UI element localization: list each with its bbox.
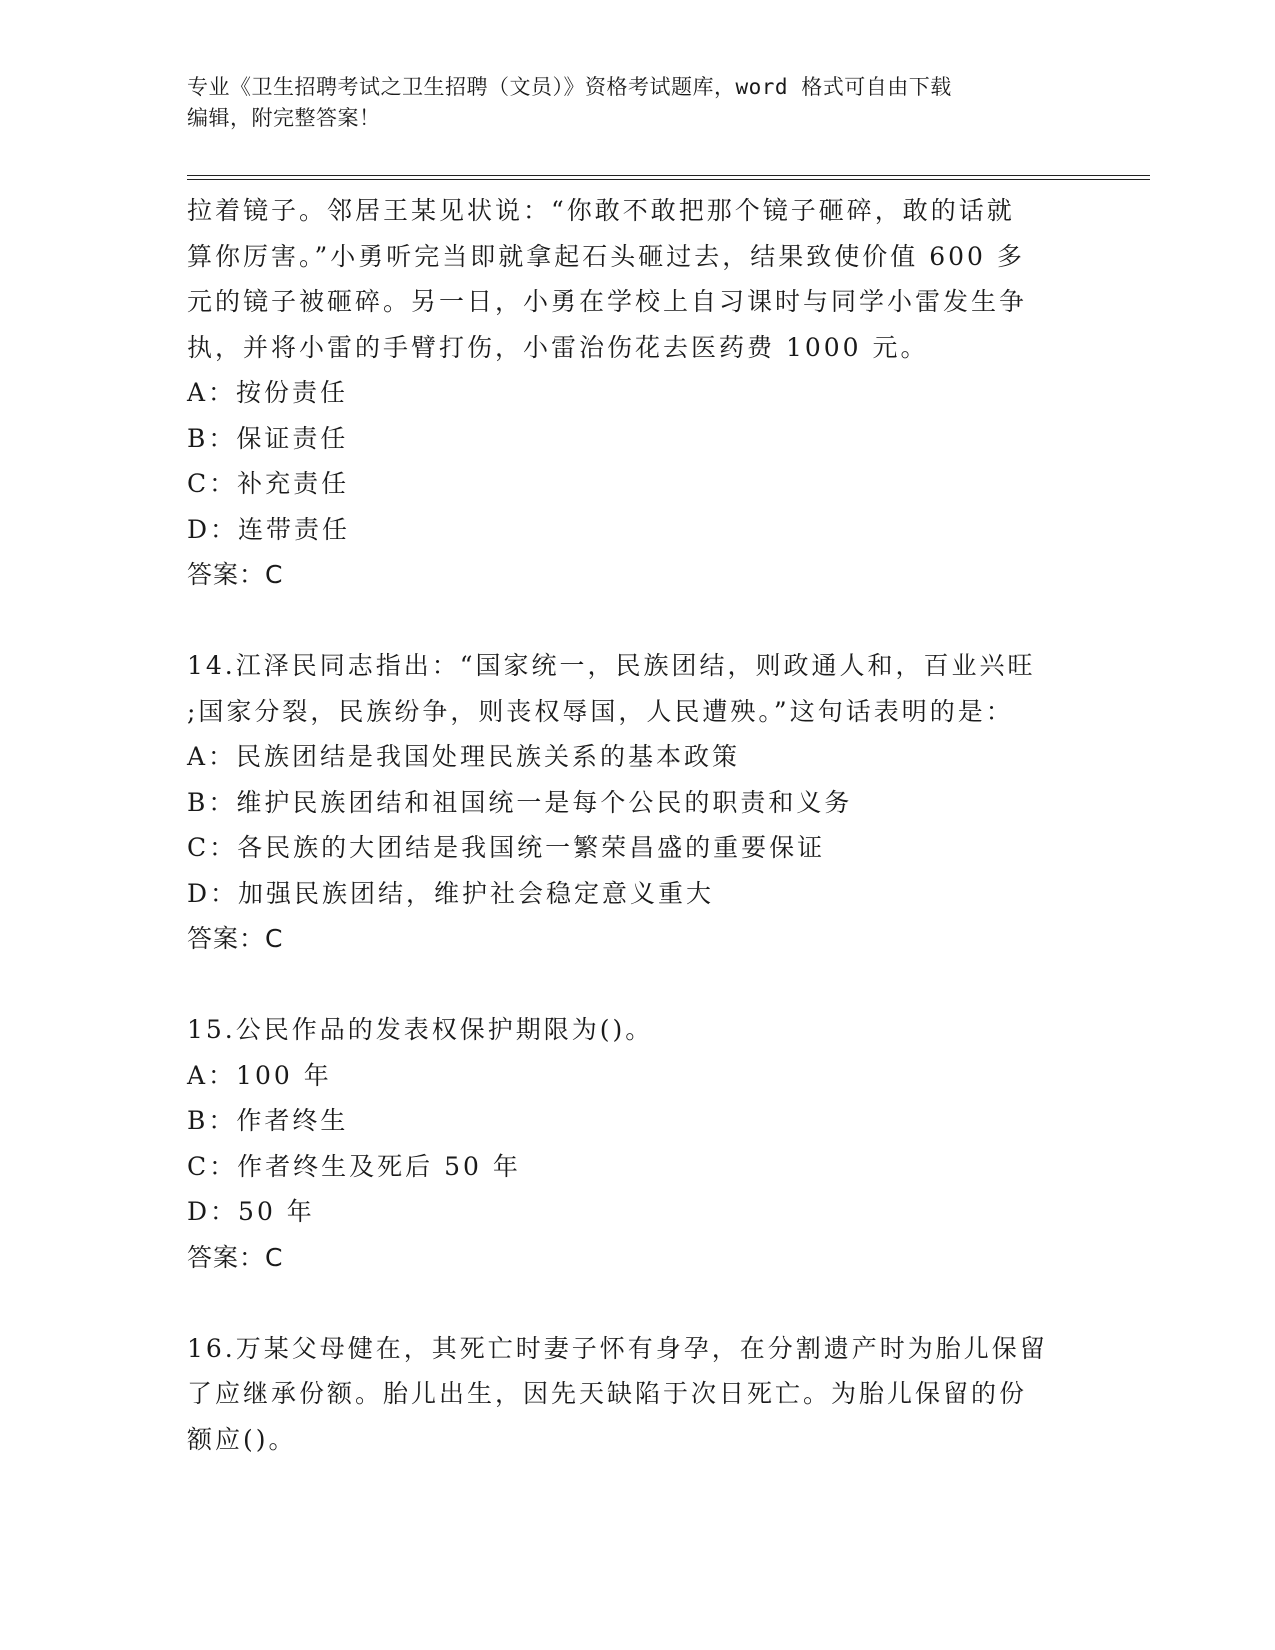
spacer	[187, 1280, 1087, 1326]
question-13-option-c: C：补充责任	[187, 469, 350, 498]
header-double-rule	[187, 175, 1150, 180]
question-14-stem-line: ;国家分裂，民族纷争，则丧权辱国，人民遭殃。”这句话表明的是：	[187, 696, 1014, 726]
header-line-2: 编辑，附完整答案！	[187, 106, 381, 130]
question-15-answer: 答案：C	[187, 1242, 284, 1272]
question-13-option-d: D：连带责任	[187, 514, 351, 544]
question-14-answer: 答案：C	[187, 924, 284, 953]
question-13-stem-line: 拉着镜子。邻居王某见状说：“你敢不敢把那个镜子砸碎，敢的话就	[187, 196, 1015, 225]
spacer	[187, 598, 1087, 644]
question-14-option-c: C：各民族的大团结是我国统一繁荣昌盛的重要保证	[187, 833, 826, 862]
question-13-stem-line: 算你厉害。”小勇听完当即就拿起石头砸过去，结果致使价值 600 多	[187, 241, 1025, 271]
question-13-stem-line: 元的镜子被砸碎。另一日，小勇在学校上自习课时与同学小雷发生争	[187, 287, 1028, 316]
question-16-stem-line: 额应()。	[187, 1424, 297, 1454]
question-13-option-a: A：按份责任	[187, 378, 349, 407]
spacer	[187, 962, 1087, 1008]
question-16	[187, 1326, 1087, 1463]
question-13-option-b: B：保证责任	[187, 423, 349, 453]
question-15-stem-line: 15.公民作品的发表权保护期限为()。	[187, 1015, 654, 1044]
question-14-option-d: D：加强民族团结，维护社会稳定意义重大	[187, 878, 715, 908]
document-header	[187, 72, 1067, 134]
question-13	[187, 188, 1087, 598]
question-15-option-a: A：100 年	[187, 1060, 332, 1090]
question-16-stem-line: 16.万某父母健在，其死亡时妻子怀有身孕，在分割遗产时为胎儿保留	[187, 1333, 1048, 1363]
question-14-stem-line: 14.江泽民同志指出：“国家统一，民族团结，则政通人和，百业兴旺	[187, 651, 1036, 680]
question-15	[187, 1007, 1087, 1280]
question-13-answer: 答案：C	[187, 560, 284, 589]
header-line-1: 专业《卫生招聘考试之卫生招聘（文员）》资格考试题库，word 格式可自由下载	[187, 75, 952, 99]
document-body	[187, 188, 1087, 1462]
question-15-option-c: C：作者终生及死后 50 年	[187, 1151, 521, 1181]
question-15-option-d: D：50 年	[187, 1197, 315, 1226]
question-14-option-a: A：民族团结是我国处理民族关系的基本政策	[187, 742, 741, 771]
question-16-stem-line: 了应继承份额。胎儿出生，因先天缺陷于次日死亡。为胎儿保留的份	[187, 1379, 1028, 1408]
question-13-stem-line: 执，并将小雷的手臂打伤，小雷治伤花去医药费 1000 元。	[187, 332, 929, 362]
question-14-option-b: B：维护民族团结和祖国统一是每个公民的职责和义务	[187, 787, 853, 817]
question-15-option-b: B：作者终生	[187, 1106, 349, 1135]
question-14	[187, 643, 1087, 962]
